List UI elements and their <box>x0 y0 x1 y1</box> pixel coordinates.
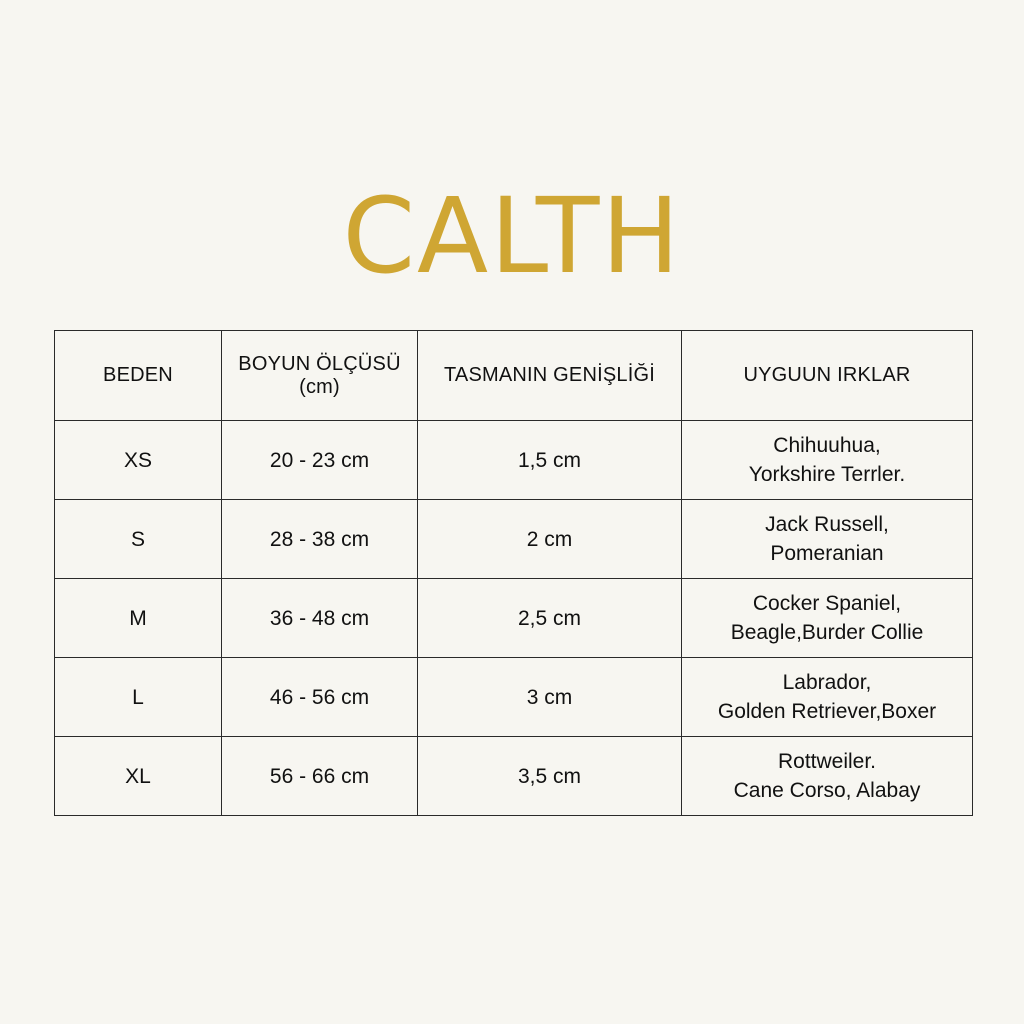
header-collar-width: TASMANIN GENİŞLİĞİ <box>418 331 682 421</box>
cell-breeds <box>682 658 973 737</box>
breed-line: Labrador, <box>782 671 872 694</box>
header-size: BEDEN <box>55 331 222 421</box>
cell-collar-width: 3 cm <box>418 658 682 737</box>
cell-breeds <box>682 500 973 579</box>
header-neck-size <box>222 331 418 421</box>
header-suitable-breeds: UYGUUN IRKLAR <box>682 331 973 421</box>
size-chart-table <box>54 330 973 816</box>
cell-size: S <box>55 500 222 579</box>
breed-line: Cocker Spaniel, <box>752 592 902 615</box>
breed-line: Beagle,Burder Collie <box>730 621 924 644</box>
breed-line: Jack Russell, <box>765 513 889 536</box>
cell-breeds <box>682 421 973 500</box>
table-header-row <box>55 331 973 421</box>
cell-collar-width: 1,5 cm <box>418 421 682 500</box>
breed-line: Cane Corso, Alabay <box>733 779 921 802</box>
breed-line: Rottweiler. <box>777 750 877 773</box>
cell-breeds <box>682 579 973 658</box>
cell-neck-size: 20 - 23 cm <box>222 421 418 500</box>
cell-collar-width: 3,5 cm <box>418 737 682 816</box>
breed-line: Pomeranian <box>770 542 884 565</box>
cell-breeds <box>682 737 973 816</box>
cell-collar-width: 2,5 cm <box>418 579 682 658</box>
header-neck-size-label: BOYUN ÖLÇÜSÜ <box>238 352 401 375</box>
header-neck-size-unit: (cm) <box>299 375 340 398</box>
table-row <box>55 421 973 500</box>
cell-collar-width: 2 cm <box>418 500 682 579</box>
cell-neck-size: 36 - 48 cm <box>222 579 418 658</box>
cell-size: L <box>55 658 222 737</box>
breed-line: Golden Retriever,Boxer <box>717 700 937 723</box>
table-row <box>55 500 973 579</box>
cell-size: M <box>55 579 222 658</box>
cell-size: XS <box>55 421 222 500</box>
breed-line: Yorkshire Terrler. <box>748 463 906 486</box>
table-row <box>55 658 973 737</box>
brand-title: CALTH <box>342 175 682 297</box>
cell-neck-size: 46 - 56 cm <box>222 658 418 737</box>
breed-line: Chihuuhua, <box>773 434 881 457</box>
table-row <box>55 737 973 816</box>
cell-neck-size: 28 - 38 cm <box>222 500 418 579</box>
cell-neck-size: 56 - 66 cm <box>222 737 418 816</box>
table-row <box>55 579 973 658</box>
cell-size: XL <box>55 737 222 816</box>
